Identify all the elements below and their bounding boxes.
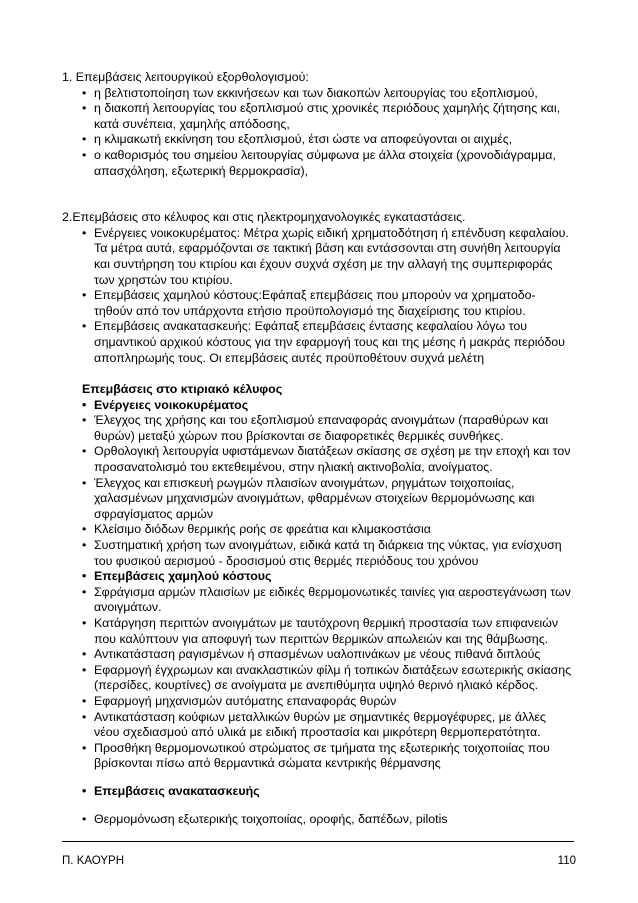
list-item: • Προσθήκη θερμομονωτικού στρώματος σε τμήματα της εξωτερικής τοιχοποιίας που βρίσκονται πίσω από θερμαντικά σώματα κεντρικής θέρμανσης bbox=[82, 741, 572, 772]
list-item: • Ενέργειες νοικοκυρέματος: Μέτρα χωρίς ειδική χρηματοδότηση ή επένδυση κεφαλαίου. Τα μέτρα αυτά, εφαρμόζονται σε τακτική βάση και εντάσσονται στη συνήθη λειτουργία και συντήρηση του κτιρίου και έχουν συχνά σχέση με την αλλαγή της συμπεριφοράς των χρηστών του κτιρίου. bbox=[82, 226, 572, 288]
spacer bbox=[62, 366, 572, 382]
footer-divider bbox=[62, 841, 574, 842]
spacer bbox=[62, 179, 572, 210]
list-item: • η διακοπή λειτουργίας του εξοπλισμού στις χρονικές περιόδους χαμηλής ζήτησης και, κατά συνέπεια, χαμηλής απόδοσης, bbox=[82, 101, 572, 132]
section1-list bbox=[62, 86, 572, 180]
list-item: • Αντικατάσταση ραγισμένων ή σπασμένων υαλοπινάκων με νέους πιθανά διπλούς bbox=[82, 647, 572, 663]
list-item: • Εφαρμογή μηχανισμών αυτόματης επαναφοράς θυρών bbox=[82, 694, 572, 710]
list-item: • Επεμβάσεις ανακατασκευής: Εφάπαξ επεμβάσεις έντασης κεφαλαίου λόγω του σημαντικού αρχικού κόστους για την εφαρμογή τους και της μέσης ή μακράς περιόδου αποπληρωμής τους. Οι επεμβάσεις αυτές προϋποθέτουν συχνά μελέτη bbox=[82, 319, 572, 366]
section2-list bbox=[62, 226, 572, 366]
group-title-reconstruction: • Επεμβάσεις ανακατασκευής bbox=[82, 784, 572, 800]
section1-heading: 1. Επεμβάσεις λειτουργικού εξορθολογισμού: bbox=[62, 70, 309, 84]
list-item: • Αντικατάσταση κούφιων μεταλλικών θυρών με σημαντικές θερμογέφυρες, με άλλες νέου σχεδιασμού από υλικά με ειδική προστασία και μικρότερη θερμοπερατότητα. bbox=[82, 710, 572, 741]
footer-author: Π. ΚΑΟΥΡΗ bbox=[62, 855, 125, 867]
list-item: • Ορθολογική λειτουργία υφιστάμενων διατάξεων σκίασης σε σχέση με την εποχή και τον προσανατολισμό του εκτεθειμένου, στην ηλιακή ακτινοβολία, ανοίγματος. bbox=[82, 444, 572, 475]
section2-heading: 2.Επεμβάσεις στο κέλυφος και στις ηλεκτρομηχανολογικές εγκαταστάσεις. bbox=[62, 210, 466, 225]
list-item: • Κατάργηση περιττών ανοιγμάτων με ταυτόχρονη θερμική προστασία των επιφανειών που καλύπτουν για αποφυγή των περιττών θερμικών απωλειών και της θάμβωσης. bbox=[82, 616, 572, 647]
list-item: • η κλιμακωτή εκκίνηση του εξοπλισμού, έτσι ώστε να αποφεύγονται οι αιχμές, bbox=[82, 132, 572, 148]
list-item: • Συστηματική χρήση των ανοιγμάτων, ειδικά κατά τη διάρκεια της νύκτας, για ενίσχυση του φυσικού αερισμού - δροσισμού στις θερμές περιόδους του χρόνου bbox=[82, 538, 572, 569]
section3-list-final bbox=[62, 812, 572, 828]
list-item: • Επεμβάσεις χαμηλού κόστους:Εφάπαξ επεμβάσεις που μπορούν να χρηματοδο-τηθούν από τον υπάρχοντα ετήσιο προϋπολογισμό της διαχείρισης του κτιρίου. bbox=[82, 288, 572, 319]
list-item: • Κλείσιμο διόδων θερμικής ροής σε φρεάτια και κλιμακοστάσια bbox=[82, 522, 572, 538]
list-item: • ο καθορισμός του σημείου λειτουργίας σύμφωνα με άλλα στοιχεία (χρονοδιάγραμμα, απασχόληση, εξωτερική θερμοκρασία), bbox=[82, 148, 572, 179]
page-content bbox=[62, 70, 572, 827]
section3-list-reconstruction bbox=[62, 784, 572, 800]
list-item: • Θερμομόνωση εξωτερικής τοιχοποιίας, οροφής, δαπέδων, pilotis bbox=[82, 812, 572, 828]
section3-list bbox=[62, 398, 572, 772]
list-item: • Έλεγχος και επισκευή ρωγμών πλαισίων ανοιγμάτων, ρηγμάτων τοιχοποιίας, χαλασμένων μηχανισμών ανοιγμάτων, φθαρμένων στοιχείων θερμομόνωσης και σφραγίσματος αρμών bbox=[82, 476, 572, 523]
list-item: • η βελτιστοποίηση των εκκινήσεων και των διακοπών λειτουργίας του εξοπλισμού, bbox=[82, 86, 572, 102]
list-item: • Εφαρμογή έγχρωμων και ανακλαστικών φίλμ ή τοπικών διατάξεων εσωτερικής σκίασης (περσίδες, κουρτίνες) σε ανοίγματα με ανεπιθύμητα υψηλό θερινό ηλιακό κέρδος. bbox=[82, 663, 572, 694]
page-number: 110 bbox=[557, 855, 576, 867]
spacer bbox=[62, 800, 572, 812]
group-title-low-cost: • Επεμβάσεις χαμηλού κόστους bbox=[82, 569, 572, 585]
group-title-housekeeping: • Ενέργειες νοικοκυρέματος bbox=[82, 398, 572, 414]
section3-heading: Επεμβάσεις στο κτιριακό κέλυφος bbox=[82, 382, 283, 397]
spacer bbox=[62, 772, 572, 784]
list-item: • Έλεγχος της χρήσης και του εξοπλισμού επαναφοράς ανοιγμάτων (παραθύρων και θυρών) μεταξύ χώρων που βρίσκονται σε διαφορετικές θερμικές συνθήκες. bbox=[82, 413, 572, 444]
list-item: • Σφράγισμα αρμών πλαισίων με ειδικές θερμομονωτικές ταινίες για αεροστεγάνωση των ανοιγμάτων. bbox=[82, 585, 572, 616]
